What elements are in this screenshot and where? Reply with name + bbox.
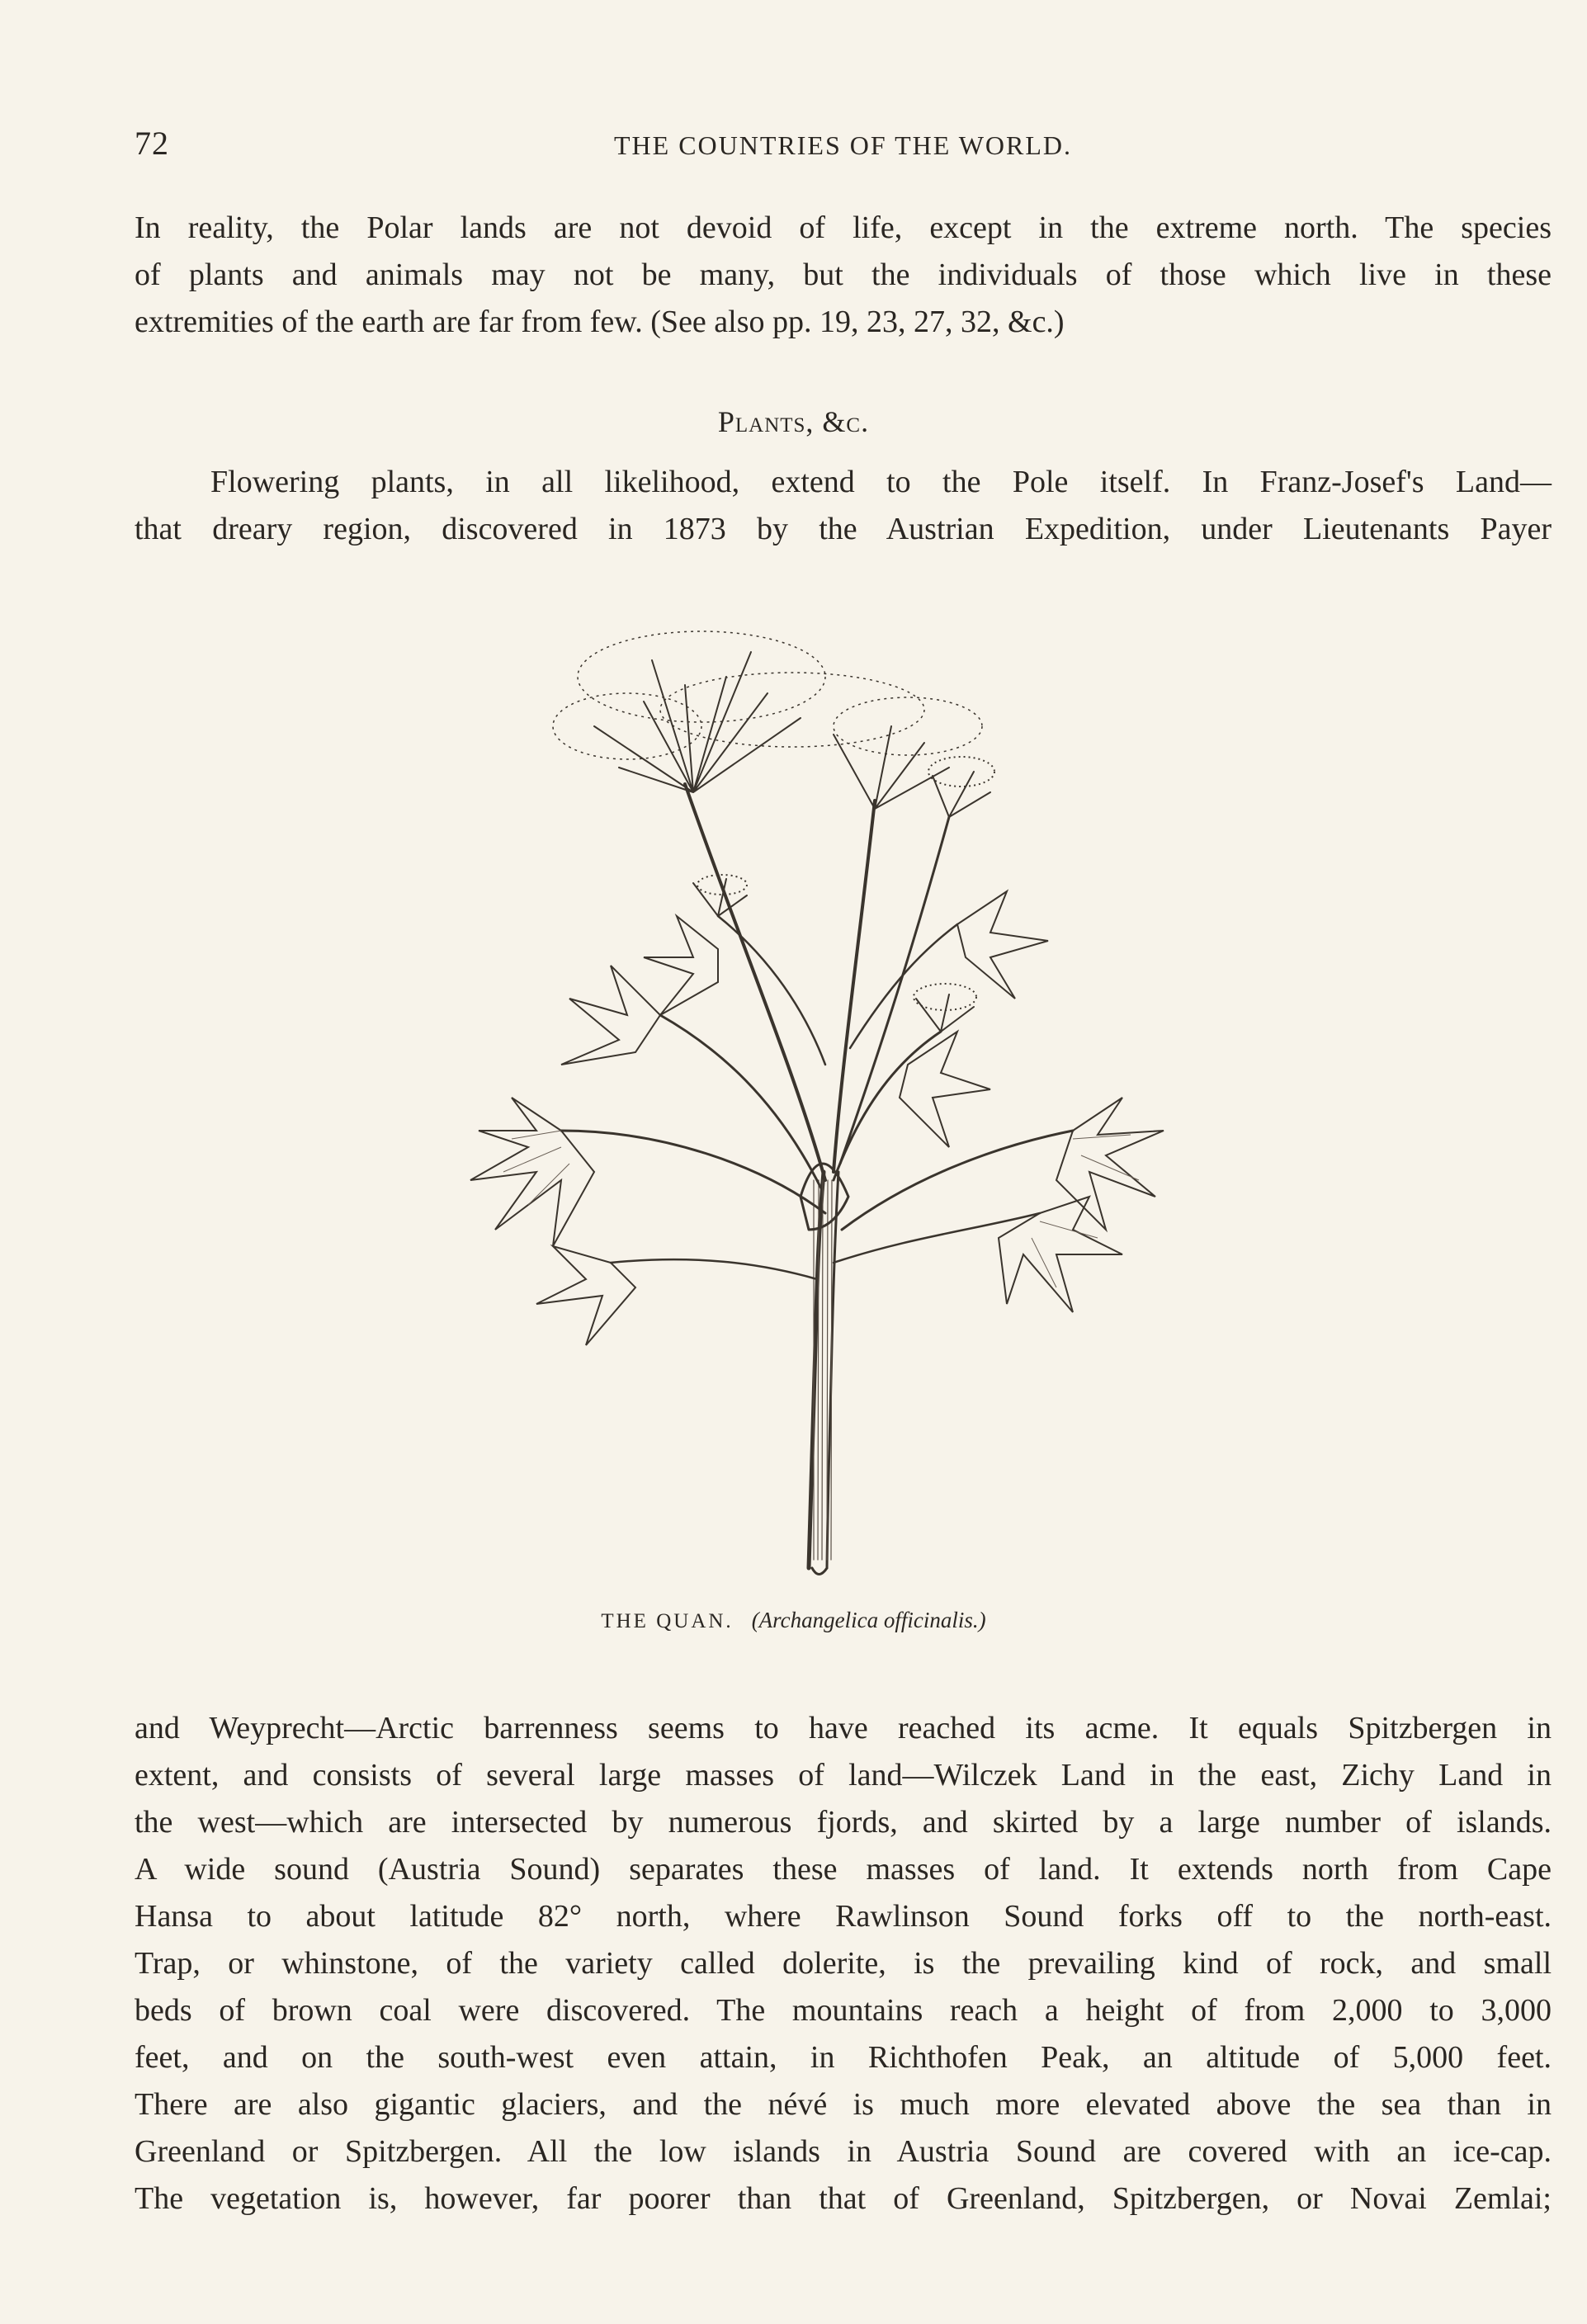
page-number: 72: [135, 125, 169, 162]
text-line: that dreary region, discovered in 1873 by the Austrian Expedition, under Lieutenants Payer: [135, 512, 1552, 546]
angelica-engraving: [446, 602, 1221, 1593]
section-heading-text: Plants, &c.: [717, 405, 870, 438]
text-line: the west—which are intersected by numerous fjords, and skirted by a large number of islands.: [135, 1805, 1552, 1840]
text-line: and Weyprecht—Arctic barrenness seems to have reached its acme. It equals Spitzbergen in: [135, 1711, 1552, 1745]
text-line: extremities of the earth are far from few. (See also pp. 19, 23, 27, 32, &c.): [135, 305, 1065, 339]
paragraph-plants: [135, 459, 1552, 553]
caption-label: THE QUAN.: [601, 1610, 734, 1632]
caption-latin-name: (Archangelica officinalis.): [751, 1608, 986, 1632]
text-line: Trap, or whinstone, of the variety called dolerite, is the prevailing kind of rock, and small: [135, 1946, 1552, 1981]
text-line: In reality, the Polar lands are not devoid of life, except in the extreme north. The species: [135, 210, 1552, 245]
text-line: Greenland or Spitzbergen. All the low islands in Austria Sound are covered with an ice-cap.: [135, 2134, 1552, 2169]
section-heading: [0, 404, 1587, 439]
figure-caption: [0, 1608, 1587, 1633]
plant-illustration: [446, 602, 1221, 1593]
text-line: Flowering plants, in all likelihood, extend to the Pole itself. In Franz-Josef's Land—: [210, 465, 1552, 499]
running-head: [135, 124, 1552, 165]
text-line: extent, and consists of several large masses of land—Wilczek Land in the east, Zichy Land in: [135, 1758, 1552, 1793]
running-title: THE COUNTRIES OF THE WORLD.: [613, 130, 1073, 160]
paragraph-intro: [135, 205, 1552, 346]
text-line: feet, and on the south-west even attain, in Richthofen Peak, an altitude of 5,000 feet.: [135, 2040, 1552, 2075]
text-line: The vegetation is, however, far poorer than that of Greenland, Spitzbergen, or Novai Zemlai;: [135, 2181, 1552, 2216]
text-line: There are also gigantic glaciers, and the névé is much more elevated above the sea than in: [135, 2087, 1552, 2122]
text-line: of plants and animals may not be many, but the individuals of those which live in these: [135, 257, 1552, 292]
text-line: beds of brown coal were discovered. The mountains reach a height of from 2,000 to 3,000: [135, 1993, 1552, 2028]
text-line: Hansa to about latitude 82° north, where Rawlinson Sound forks off to the north-east.: [135, 1899, 1552, 1934]
text-line: A wide sound (Austria Sound) separates these masses of land. It extends north from Cape: [135, 1852, 1552, 1887]
paragraph-franz-josef-land: [135, 1705, 1552, 2222]
